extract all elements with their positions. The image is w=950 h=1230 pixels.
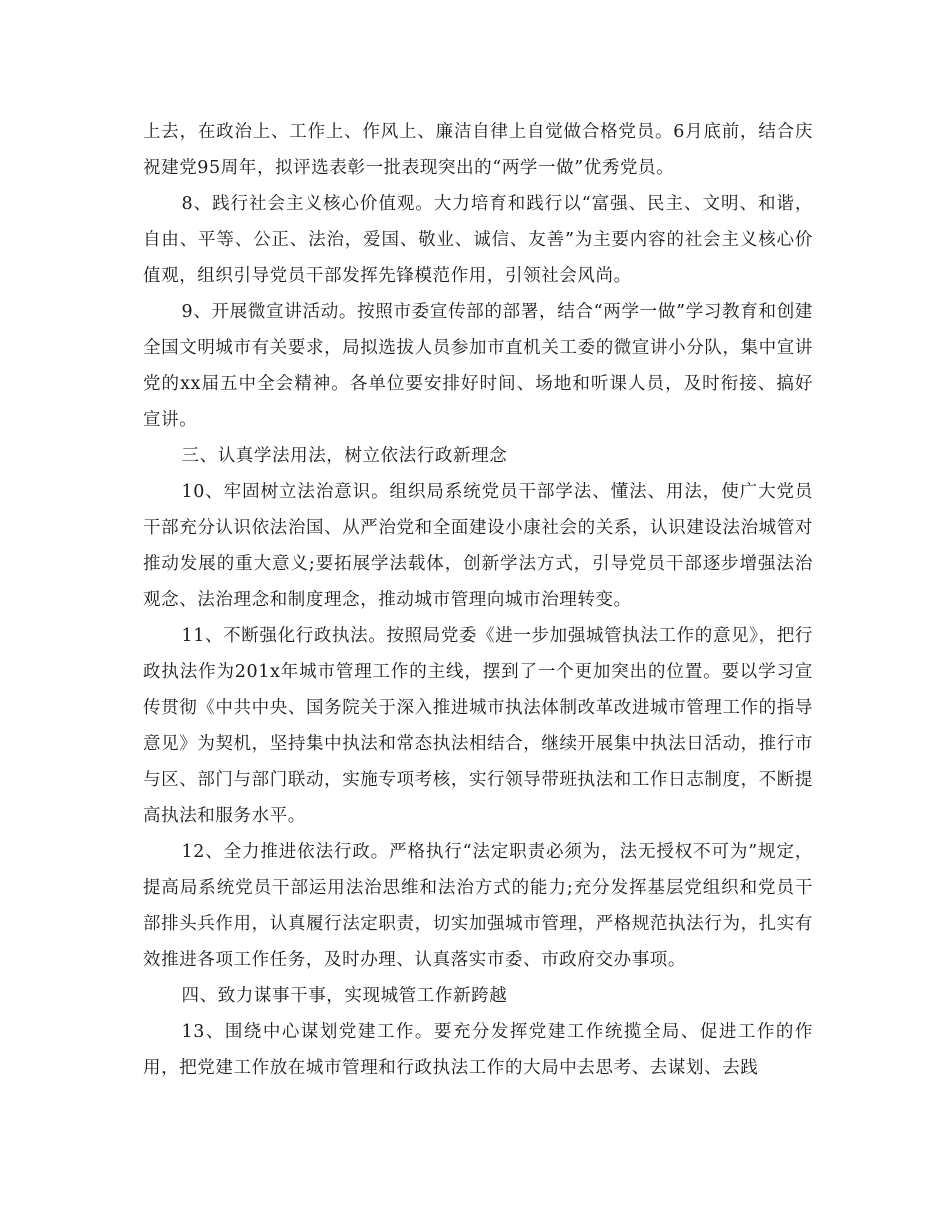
paragraph-item-8: 8、践行社会主义核心价值观。大力培育和践行以“富强、民主、文明、和谐，自由、平等、公正、法治，爱国、敬业、诚信、友善”为主要内容的社会主义核心价值观，组织引导党员干部发挥先锋模范作用，引领社会风尚。 <box>143 194 813 286</box>
paragraph-item-9: 9、开展微宣讲活动。按照市委宣传部的部署，结合“两学一做”学习教育和创建全国文明城市有关要求，局拟选拔人员参加市直机关工委的微宣讲小分队，集中宣讲党的xx届五中全会精神。各单位要安排好时间、场地和听课人员，及时衔接、搞好宣讲。 <box>143 302 813 430</box>
paragraph-continuation: 上去，在政治上、工作上、作风上、廉洁自律上自觉做合格党员。6月底前，结合庆祝建党95周年，拟评选表彰一批表现突出的“两学一做”优秀党员。 <box>143 122 813 178</box>
section-heading-3: 三、认真学法用法，树立依法行政新理念 <box>181 446 508 466</box>
paragraph-item-12: 12、全力推进依法行政。严格执行“法定职责必须为，法无授权不可为”规定，提高局系统党员干部运用法治思维和法治方式的能力;充分发挥基层党组织和党员干部排头兵作用，认真履行法定职责，切实加强城市管理，严格规范执法行为，扎实有效推进各项工作任务，及时办理、认真落实市委、市政府交办事项。 <box>143 842 813 970</box>
paragraph-item-10: 10、牢固树立法治意识。组织局系统党员干部学法、懂法、用法，使广大党员干部充分认识依法治国、从严治党和全面建设小康社会的关系，认识建设法治城管对推动发展的重大意义;要拓展学法载体，创新学法方式，引导党员干部逐步增强法治观念、法治理念和制度理念，推动城市管理向城市治理转变。 <box>143 482 813 610</box>
paragraph-item-11: 11、不断强化行政执法。按照局党委《进一步加强城管执法工作的意见》，把行政执法作为201x年城市管理工作的主线，摆到了一个更加突出的位置。要以学习宣传贯彻《中共中央、国务院关于深入推进城市执法体制改革改进城市管理工作的指导意见》为契机，坚持集中执法和常态执法相结合，继续开展集中执法日活动，推行市与区、部门与部门联动，实施专项考核，实行领导带班执法和工作日志制度，不断提高执法和服务水平。 <box>143 626 813 826</box>
document-body <box>143 114 813 1086</box>
section-heading-4: 四、致力谋事干事，实现城管工作新跨越 <box>181 986 508 1006</box>
paragraph-item-13: 13、围绕中心谋划党建工作。要充分发挥党建工作统揽全局、促进工作的作用，把党建工作放在城市管理和行政执法工作的大局中去思考、去谋划、去践 <box>143 1022 813 1078</box>
